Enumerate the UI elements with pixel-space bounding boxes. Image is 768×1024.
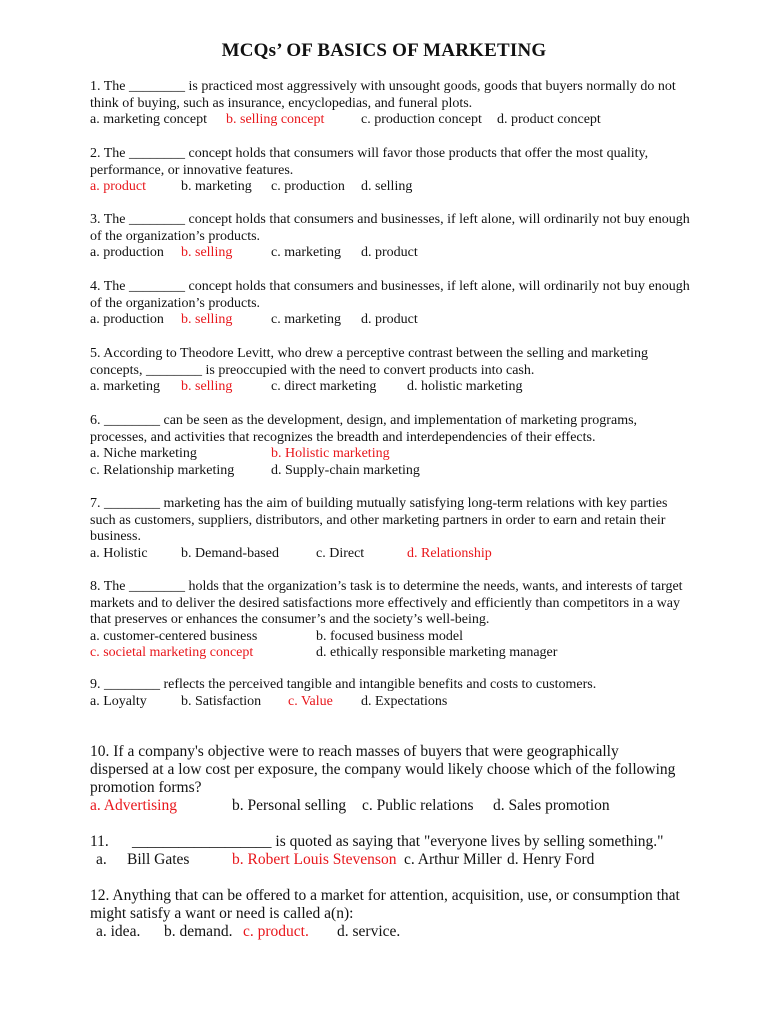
options-row — [90, 694, 690, 711]
question-stem: 9. ________ reflects the perceived tangible and intangible benefits and costs to customers. — [90, 677, 597, 692]
option-d: d. ethically responsible marketing manager — [316, 645, 558, 660]
option-a: a. production — [90, 245, 164, 260]
option-a: a. idea. — [96, 923, 141, 940]
question-2 — [90, 146, 690, 196]
option-b: b. Satisfaction — [181, 693, 262, 709]
question-stem: 10. If a company's objective were to reach masses of buyers that were geographically dispersed at a low cost per exposure, the company would likely choose which of the following promotion forms? — [90, 743, 676, 796]
options-row — [90, 245, 690, 262]
option-d: d. Expectations — [361, 693, 448, 709]
options-row — [90, 179, 690, 196]
option-c: c. Direct — [316, 545, 365, 561]
option-b-correct: b. selling — [181, 245, 233, 260]
options-row — [90, 112, 690, 129]
options-row — [90, 797, 680, 815]
option-c-correct: c. Value — [288, 693, 333, 709]
option-a: Bill Gates — [127, 851, 190, 868]
options-row — [90, 446, 690, 463]
option-c: c. marketing — [271, 312, 341, 327]
option-a-correct: a. Advertising — [90, 797, 177, 814]
option-a: a. production — [90, 312, 164, 327]
options-row — [90, 629, 690, 646]
option-c: c. production concept — [361, 112, 482, 127]
option-c: c. marketing — [271, 245, 341, 260]
option-b: b. Demand-based — [181, 545, 279, 561]
question-stem: 12. Anything that can be offered to a market for attention, acquisition, use, or consumption that might satisfy a want or need is called a(n): — [90, 887, 680, 922]
option-a-correct: a. product — [90, 179, 146, 194]
option-b-correct: b. selling — [181, 379, 233, 394]
option-a: a. marketing concept — [90, 112, 208, 127]
question-stem: 1. The ________ is practiced most aggressively with unsought goods, goods that buyers normally do not think of buying, such as insurance, encyclopedias, and funeral plots. — [90, 79, 676, 111]
question-stem: 7. ________ marketing has the aim of building mutually satisfying long-term relations with key parties such as customers, suppliers, distributors, and other marketing partners in order to earn and retain their business. — [90, 496, 668, 544]
option-c: c. Arthur Miller — [404, 851, 502, 868]
option-b-correct: b. Robert Louis Stevenson — [232, 851, 397, 868]
document-title: MCQs’ OF BASICS OF MARKETING — [221, 40, 547, 61]
option-d: d. Supply-chain marketing — [271, 462, 420, 478]
options-row — [90, 463, 690, 480]
options-row — [90, 379, 690, 396]
option-b: b. Personal selling — [232, 797, 347, 814]
option-d: d. holistic marketing — [407, 379, 523, 394]
option-b-correct: b. selling — [181, 312, 233, 327]
option-a: a. customer-centered business — [90, 628, 258, 644]
question-stem: 4. The ________ concept holds that consumers and businesses, if left alone, will ordinarily not buy enough of the organization’s products. — [90, 279, 690, 311]
option-d: d. service. — [337, 923, 401, 940]
options-row — [90, 645, 690, 662]
options-row — [90, 923, 680, 941]
question-stem: 6. ________ can be seen as the development, design, and implementation of marketing programs, processes, and activities that recognizes the breadth and interdependencies of their effects. — [90, 413, 638, 445]
options-row — [90, 546, 690, 563]
question-stem: 5. According to Theodore Levitt, who drew a perceptive contrast between the selling and marketing concepts, ________ is preoccupied with the need to convert products into cash. — [90, 346, 649, 378]
option-b: b. marketing — [181, 179, 252, 194]
option-a: a. marketing — [90, 379, 160, 394]
option-c-correct: c. societal marketing concept — [90, 645, 254, 660]
question-stem: 2. The ________ concept holds that consumers will favor those products that offer the most quality, performance, or innovative features. — [90, 146, 649, 178]
question-10 — [90, 743, 680, 815]
option-a-letter: a. — [96, 851, 107, 868]
option-c-correct: c. product. — [243, 923, 309, 940]
question-4 — [90, 279, 690, 329]
option-a: a. Holistic — [90, 545, 148, 561]
question-3 — [90, 212, 690, 262]
option-d: d. selling — [361, 179, 413, 194]
option-c: c. Public relations — [362, 797, 474, 814]
option-b: b. focused business model — [316, 628, 463, 644]
option-c: c. production — [271, 179, 345, 194]
option-d: d. product — [361, 312, 418, 327]
question-stem: 3. The ________ concept holds that consumers and businesses, if left alone, will ordinarily not buy enough of the organization’s products. — [90, 212, 690, 244]
question-stem: 11. __________________ is quoted as saying that "everyone lives by selling something." — [90, 833, 664, 850]
option-d: d. Henry Ford — [507, 851, 595, 868]
question-6 — [90, 413, 690, 479]
question-stem: 8. The ________ holds that the organization’s task is to determine the needs, wants, and interests of target markets and to deliver the desired satisfactions more effectively and efficiently than competitors in a way that preserves or enhances the consumer’s and the society’s well-being. — [90, 579, 683, 627]
option-d-correct: d. Relationship — [407, 545, 492, 561]
option-d: d. product — [361, 245, 418, 260]
options-row — [90, 312, 690, 329]
question-12 — [90, 887, 680, 941]
option-c: c. Relationship marketing — [90, 462, 235, 478]
question-5 — [90, 346, 690, 396]
option-d: d. product concept — [497, 112, 601, 127]
option-b-correct: b. selling concept — [226, 112, 325, 127]
option-a: a. Niche marketing — [90, 446, 197, 461]
question-7 — [90, 496, 690, 562]
option-b-correct: b. Holistic marketing — [271, 446, 390, 461]
option-c: c. direct marketing — [271, 379, 377, 394]
question-9 — [90, 677, 690, 710]
option-d: d. Sales promotion — [493, 797, 610, 814]
question-1 — [90, 79, 690, 129]
option-a: a. Loyalty — [90, 693, 147, 709]
question-11 — [90, 833, 680, 869]
option-b: b. demand. — [164, 923, 233, 940]
options-row — [90, 851, 680, 869]
question-8 — [90, 579, 690, 662]
